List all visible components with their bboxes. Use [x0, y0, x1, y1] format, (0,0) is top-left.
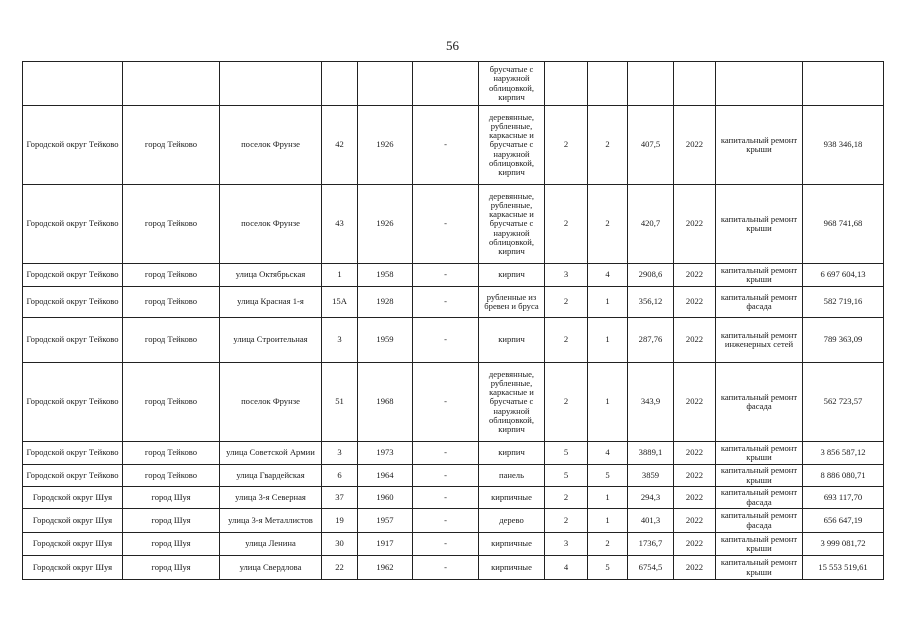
- build-year-cell: 1926: [358, 185, 413, 264]
- build-year-cell: 1926: [358, 106, 413, 185]
- plan-year-cell: 2022: [674, 487, 716, 509]
- street-cell: улица Красная 1-я: [220, 287, 322, 318]
- entrances-cell: 1: [588, 509, 628, 533]
- table-row: [23, 442, 884, 465]
- plan-year-cell: 2022: [674, 533, 716, 556]
- cost-cell: 789 363,09: [803, 318, 884, 363]
- entrances-cell: 1: [588, 363, 628, 442]
- house-number-cell: 1: [322, 264, 358, 287]
- build-year-cell: [358, 62, 413, 106]
- area-cell: 1736,7: [628, 533, 674, 556]
- area-cell: 6754,5: [628, 556, 674, 580]
- build-year-cell: 1964: [358, 465, 413, 487]
- municipality-cell: Городской округ Шуя: [23, 509, 123, 533]
- work-type-cell: капитальный ремонт фасада: [716, 487, 803, 509]
- empty-marker-cell: -: [413, 363, 479, 442]
- cost-cell: 15 553 519,61: [803, 556, 884, 580]
- wall-material-cell: рубленные из бревен и бруса: [479, 287, 545, 318]
- street-cell: улица Ленина: [220, 533, 322, 556]
- empty-marker-cell: -: [413, 318, 479, 363]
- work-type-cell: капитальный ремонт крыши: [716, 465, 803, 487]
- area-cell: 294,3: [628, 487, 674, 509]
- work-type-cell: [716, 62, 803, 106]
- build-year-cell: 1959: [358, 318, 413, 363]
- street-cell: улица Строительная: [220, 318, 322, 363]
- empty-marker-cell: -: [413, 442, 479, 465]
- city-cell: [123, 62, 220, 106]
- area-cell: 2908,6: [628, 264, 674, 287]
- city-cell: город Тейково: [123, 363, 220, 442]
- cost-cell: [803, 62, 884, 106]
- table-row: [23, 363, 884, 442]
- area-cell: 3889,1: [628, 442, 674, 465]
- house-number-cell: 3: [322, 442, 358, 465]
- plan-year-cell: 2022: [674, 106, 716, 185]
- street-cell: улица Гвардейская: [220, 465, 322, 487]
- entrances-cell: 1: [588, 487, 628, 509]
- table-row: [23, 487, 884, 509]
- plan-year-cell: 2022: [674, 442, 716, 465]
- empty-marker-cell: -: [413, 185, 479, 264]
- street-cell: улица Советской Армии: [220, 442, 322, 465]
- municipality-cell: Городской округ Тейково: [23, 442, 123, 465]
- area-cell: 420,7: [628, 185, 674, 264]
- plan-year-cell: [674, 62, 716, 106]
- empty-marker-cell: -: [413, 487, 479, 509]
- floors-cell: [545, 62, 588, 106]
- house-number-cell: [322, 62, 358, 106]
- empty-marker-cell: [413, 62, 479, 106]
- work-type-cell: капитальный ремонт крыши: [716, 106, 803, 185]
- table-row: [23, 287, 884, 318]
- house-number-cell: 15А: [322, 287, 358, 318]
- table-row: [23, 533, 884, 556]
- floors-cell: 2: [545, 185, 588, 264]
- city-cell: город Шуя: [123, 487, 220, 509]
- plan-year-cell: 2022: [674, 318, 716, 363]
- build-year-cell: 1973: [358, 442, 413, 465]
- street-cell: улица 3-я Северная: [220, 487, 322, 509]
- area-cell: 3859: [628, 465, 674, 487]
- entrances-cell: [588, 62, 628, 106]
- build-year-cell: 1960: [358, 487, 413, 509]
- table-row: [23, 318, 884, 363]
- floors-cell: 4: [545, 556, 588, 580]
- wall-material-cell: кирпичные: [479, 487, 545, 509]
- entrances-cell: 4: [588, 442, 628, 465]
- city-cell: город Тейково: [123, 106, 220, 185]
- city-cell: город Тейково: [123, 465, 220, 487]
- cost-cell: 3 856 587,12: [803, 442, 884, 465]
- work-type-cell: капитальный ремонт фасада: [716, 287, 803, 318]
- entrances-cell: 1: [588, 318, 628, 363]
- build-year-cell: 1917: [358, 533, 413, 556]
- plan-year-cell: 2022: [674, 287, 716, 318]
- municipality-cell: Городской округ Тейково: [23, 264, 123, 287]
- empty-marker-cell: -: [413, 287, 479, 318]
- table-row: [23, 465, 884, 487]
- municipality-cell: Городской округ Шуя: [23, 533, 123, 556]
- street-cell: улица Октябрьская: [220, 264, 322, 287]
- cost-cell: 3 999 081,72: [803, 533, 884, 556]
- street-cell: улица Свердлова: [220, 556, 322, 580]
- city-cell: город Тейково: [123, 185, 220, 264]
- empty-marker-cell: -: [413, 465, 479, 487]
- table-row: [23, 556, 884, 580]
- wall-material-cell: кирпич: [479, 264, 545, 287]
- area-cell: 343,9: [628, 363, 674, 442]
- house-number-cell: 51: [322, 363, 358, 442]
- municipality-cell: Городской округ Шуя: [23, 487, 123, 509]
- plan-year-cell: 2022: [674, 363, 716, 442]
- work-type-cell: капитальный ремонт крыши: [716, 533, 803, 556]
- plan-year-cell: 2022: [674, 185, 716, 264]
- street-cell: поселок Фрунзе: [220, 185, 322, 264]
- cost-cell: 6 697 604,13: [803, 264, 884, 287]
- table-body: [23, 62, 884, 580]
- build-year-cell: 1962: [358, 556, 413, 580]
- table-row: [23, 106, 884, 185]
- floors-cell: 2: [545, 287, 588, 318]
- municipality-cell: Городской округ Тейково: [23, 318, 123, 363]
- cost-cell: 938 346,18: [803, 106, 884, 185]
- house-number-cell: 22: [322, 556, 358, 580]
- empty-marker-cell: -: [413, 533, 479, 556]
- wall-material-cell: кирпич: [479, 318, 545, 363]
- entrances-cell: 2: [588, 106, 628, 185]
- municipality-cell: Городской округ Тейково: [23, 106, 123, 185]
- table-row: [23, 509, 884, 533]
- work-type-cell: капитальный ремонт крыши: [716, 556, 803, 580]
- street-cell: поселок Фрунзе: [220, 363, 322, 442]
- table-row: [23, 264, 884, 287]
- work-type-cell: капитальный ремонт крыши: [716, 264, 803, 287]
- entrances-cell: 2: [588, 533, 628, 556]
- city-cell: город Шуя: [123, 533, 220, 556]
- table-row: [23, 62, 884, 106]
- floors-cell: 5: [545, 442, 588, 465]
- build-year-cell: 1968: [358, 363, 413, 442]
- floors-cell: 5: [545, 465, 588, 487]
- area-cell: 287,76: [628, 318, 674, 363]
- table-row: [23, 185, 884, 264]
- empty-marker-cell: -: [413, 509, 479, 533]
- street-cell: поселок Фрунзе: [220, 106, 322, 185]
- city-cell: город Тейково: [123, 318, 220, 363]
- cost-cell: 582 719,16: [803, 287, 884, 318]
- empty-marker-cell: -: [413, 264, 479, 287]
- plan-year-cell: 2022: [674, 509, 716, 533]
- house-number-cell: 37: [322, 487, 358, 509]
- wall-material-cell: дерево: [479, 509, 545, 533]
- work-type-cell: капитальный ремонт инженерных сетей: [716, 318, 803, 363]
- city-cell: город Тейково: [123, 442, 220, 465]
- housing-repair-table: [22, 61, 884, 580]
- house-number-cell: 30: [322, 533, 358, 556]
- entrances-cell: 4: [588, 264, 628, 287]
- street-cell: [220, 62, 322, 106]
- wall-material-cell: кирпичные: [479, 533, 545, 556]
- page-number: 56: [446, 38, 459, 53]
- house-number-cell: 19: [322, 509, 358, 533]
- house-number-cell: 3: [322, 318, 358, 363]
- wall-material-cell: деревянные, рубленные, каркасные и брусчатые с наружной облицовкой, кирпич: [479, 106, 545, 185]
- build-year-cell: 1928: [358, 287, 413, 318]
- entrances-cell: 1: [588, 287, 628, 318]
- floors-cell: 2: [545, 487, 588, 509]
- cost-cell: 968 741,68: [803, 185, 884, 264]
- city-cell: город Шуя: [123, 556, 220, 580]
- municipality-cell: Городской округ Шуя: [23, 556, 123, 580]
- build-year-cell: 1958: [358, 264, 413, 287]
- entrances-cell: 5: [588, 465, 628, 487]
- wall-material-cell: брусчатые с наружной облицовкой, кирпич: [479, 62, 545, 106]
- work-type-cell: капитальный ремонт фасада: [716, 363, 803, 442]
- entrances-cell: 5: [588, 556, 628, 580]
- house-number-cell: 6: [322, 465, 358, 487]
- city-cell: город Тейково: [123, 287, 220, 318]
- floors-cell: 2: [545, 106, 588, 185]
- empty-marker-cell: -: [413, 556, 479, 580]
- city-cell: город Тейково: [123, 264, 220, 287]
- cost-cell: 562 723,57: [803, 363, 884, 442]
- cost-cell: 693 117,70: [803, 487, 884, 509]
- floors-cell: 2: [545, 318, 588, 363]
- work-type-cell: капитальный ремонт крыши: [716, 185, 803, 264]
- cost-cell: 8 886 080,71: [803, 465, 884, 487]
- wall-material-cell: панель: [479, 465, 545, 487]
- street-cell: улица 3-я Металлистов: [220, 509, 322, 533]
- area-cell: 401,3: [628, 509, 674, 533]
- plan-year-cell: 2022: [674, 556, 716, 580]
- entrances-cell: 2: [588, 185, 628, 264]
- municipality-cell: [23, 62, 123, 106]
- municipality-cell: Городской округ Тейково: [23, 185, 123, 264]
- plan-year-cell: 2022: [674, 264, 716, 287]
- floors-cell: 2: [545, 509, 588, 533]
- area-cell: 407,5: [628, 106, 674, 185]
- plan-year-cell: 2022: [674, 465, 716, 487]
- wall-material-cell: кирпичные: [479, 556, 545, 580]
- wall-material-cell: деревянные, рубленные, каркасные и брусчатые с наружной облицовкой, кирпич: [479, 363, 545, 442]
- floors-cell: 2: [545, 363, 588, 442]
- wall-material-cell: деревянные, рубленные, каркасные и брусчатые с наружной облицовкой, кирпич: [479, 185, 545, 264]
- empty-marker-cell: -: [413, 106, 479, 185]
- house-number-cell: 42: [322, 106, 358, 185]
- house-number-cell: 43: [322, 185, 358, 264]
- municipality-cell: Городской округ Тейково: [23, 363, 123, 442]
- wall-material-cell: кирпич: [479, 442, 545, 465]
- build-year-cell: 1957: [358, 509, 413, 533]
- city-cell: город Шуя: [123, 509, 220, 533]
- municipality-cell: Городской округ Тейково: [23, 465, 123, 487]
- area-cell: [628, 62, 674, 106]
- area-cell: 356,12: [628, 287, 674, 318]
- municipality-cell: Городской округ Тейково: [23, 287, 123, 318]
- cost-cell: 656 647,19: [803, 509, 884, 533]
- work-type-cell: капитальный ремонт крыши: [716, 442, 803, 465]
- floors-cell: 3: [545, 264, 588, 287]
- floors-cell: 3: [545, 533, 588, 556]
- work-type-cell: капитальный ремонт фасада: [716, 509, 803, 533]
